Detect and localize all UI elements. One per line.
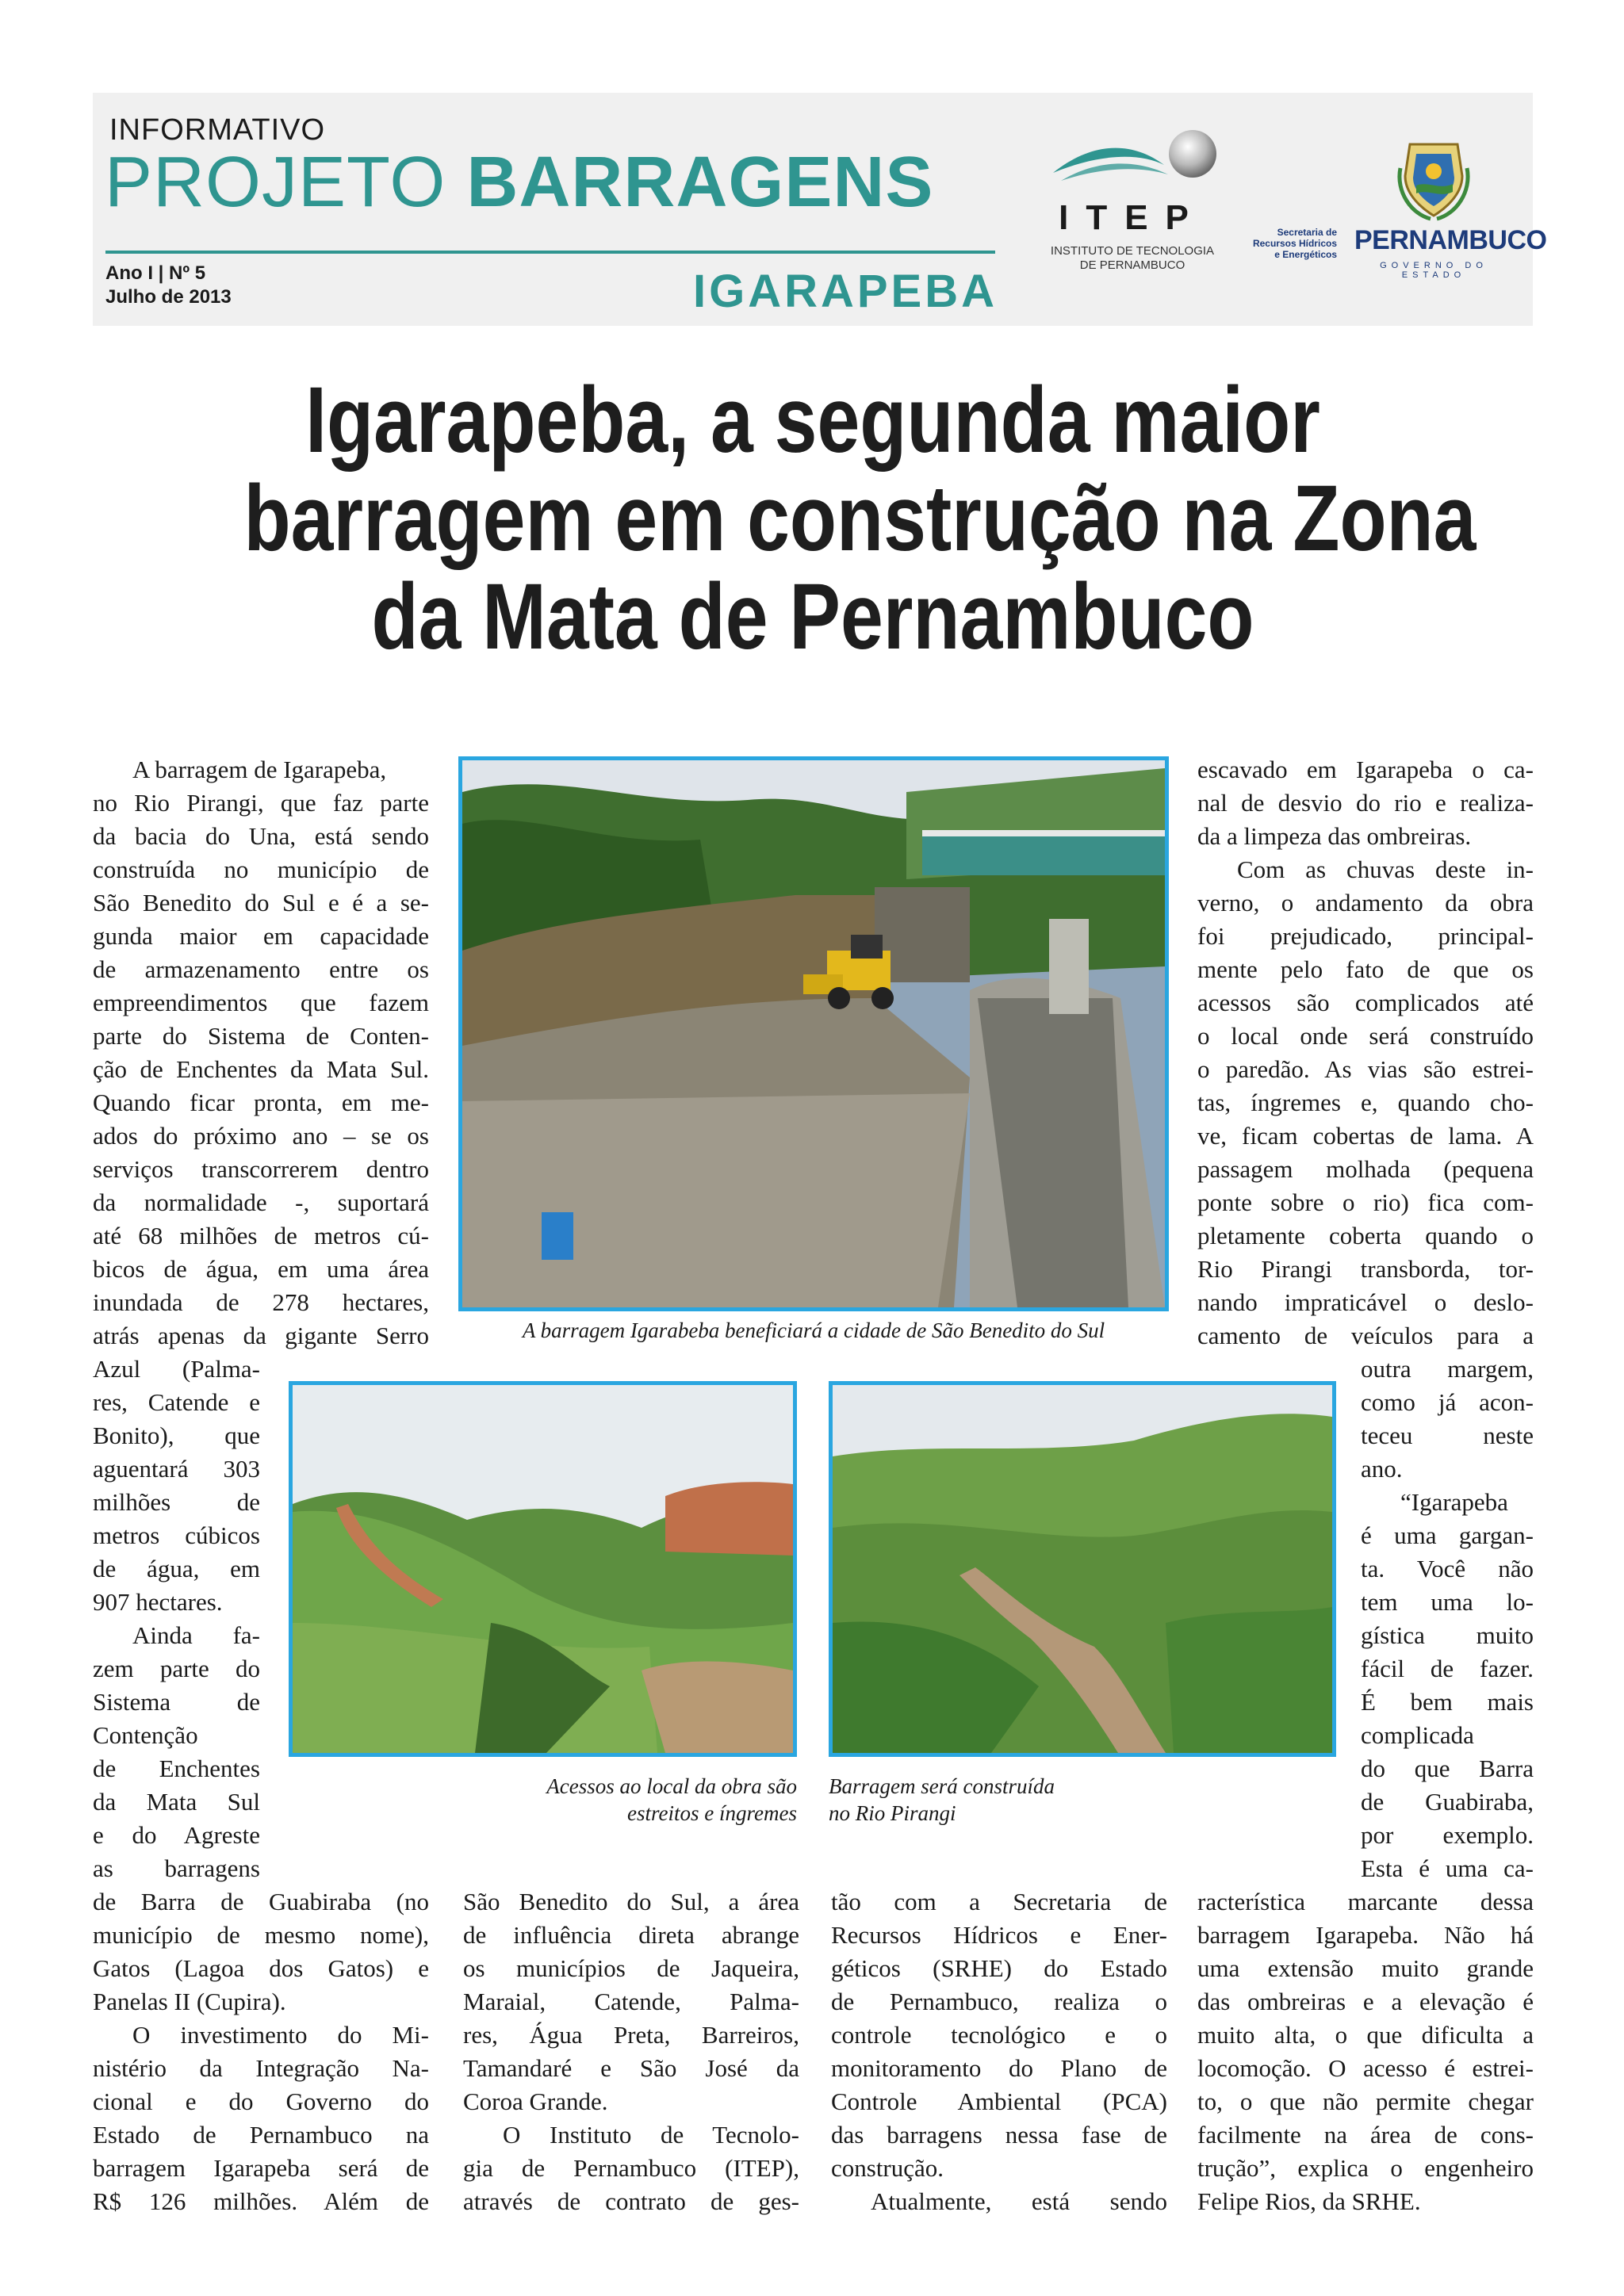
body-text-line: outra margem, — [1361, 1355, 1534, 1383]
body-text-line: parte do Sistema de Conten- — [93, 1022, 429, 1050]
issue-info — [105, 262, 232, 309]
body-text-line: Ainda fa- — [132, 1621, 260, 1649]
construction-photo-image — [462, 760, 1165, 1307]
body-text-line: Tamandaré e São José da — [463, 2054, 799, 2082]
body-text-line: Rio Pirangi transborda, tor- — [1197, 1255, 1534, 1283]
body-text-line: de Barra de Guabiraba (no — [93, 1888, 429, 1915]
body-text-line: do que Barra — [1361, 1755, 1534, 1782]
body-text-line: Gatos (Lagoa dos Gatos) e — [93, 1954, 429, 1982]
body-text-line: escavado em Igarapeba o ca- — [1197, 756, 1534, 783]
body-text-line: cional e do Governo do — [93, 2087, 429, 2115]
body-text-line: tão com a Secretaria de — [831, 1888, 1167, 1915]
body-text-line: gística muito — [1361, 1621, 1534, 1649]
body-text-line: fácil de fazer. — [1361, 1655, 1534, 1682]
body-text-line: acessos são complicados até — [1197, 989, 1534, 1016]
body-text-line: uma extensão muito grande — [1197, 1954, 1534, 1982]
photo-construction-site — [458, 756, 1169, 1311]
body-text-line: é uma gargan- — [1361, 1521, 1534, 1549]
body-text-line: passagem molhada (pequena — [1197, 1155, 1534, 1183]
body-text-line: facilmente na área de cons- — [1197, 2121, 1534, 2149]
body-text-line: Azul (Palma- — [93, 1355, 260, 1383]
body-text-line: das ombreiras e a elevação é — [1197, 1988, 1534, 2015]
masthead-subtitle: IGARAPEBA — [692, 266, 998, 317]
body-text-line: no Rio Pirangi, que faz parte — [93, 789, 429, 817]
body-text-line: nal de desvio do rio e realiza- — [1197, 789, 1534, 817]
body-text-line: por exemplo. — [1361, 1821, 1534, 1849]
body-text-line: barragem Igarapeba será de — [93, 2154, 429, 2182]
body-text-line: de armazenamento entre os — [93, 955, 429, 983]
body-text-line: as barragens — [93, 1854, 260, 1882]
body-text-line: racterística marcante dessa — [1197, 1888, 1534, 1915]
body-text-line: nistério da Integração Na- — [93, 2054, 429, 2082]
masthead-title-bold: BARRAGENS — [466, 143, 934, 222]
body-text-line: monitoramento do Plano de — [831, 2054, 1167, 2082]
body-text-line: Esta é uma ca- — [1361, 1854, 1534, 1882]
issue-number: Ano I | Nº 5 — [105, 262, 206, 284]
itep-logo — [1037, 125, 1228, 276]
body-text-line: ponte sobre o rio) fica com- — [1197, 1188, 1534, 1216]
body-text-line: os municípios de Jaqueira, — [463, 1954, 799, 1982]
body-text-line: de influência direta abrange — [463, 1921, 799, 1949]
body-text-line: O Instituto de Tecnolo- — [503, 2121, 799, 2149]
body-text-line: construída no município de — [93, 855, 429, 883]
itep-subtitle-line: INSTITUTO DE TECNOLOGIA — [1050, 244, 1215, 258]
srhe-line: Secretaria de — [1277, 227, 1337, 238]
body-text-line: construção. — [831, 2154, 944, 2182]
body-text-line: de Pernambuco, realiza o — [831, 1988, 1167, 2015]
body-text-line: gia de Pernambuco (ITEP), — [463, 2154, 799, 2182]
masthead-kicker: INFORMATIVO — [109, 113, 326, 147]
body-text-line: Recursos Hídricos e Ener- — [831, 1921, 1167, 1949]
pernambuco-logo — [1354, 136, 1547, 280]
body-text-line: até 68 milhões de metros cú- — [93, 1222, 429, 1249]
caption-line: estreitos e íngremes — [627, 1801, 797, 1825]
body-text-line: Coroa Grande. — [463, 2087, 608, 2115]
body-text-line: Contenção — [93, 1721, 198, 1749]
body-text-line: serviços transcorrerem dentro — [93, 1155, 429, 1183]
body-text-line: o local onde será construído — [1197, 1022, 1534, 1050]
pernambuco-wordmark: PERNAMBUCO — [1354, 225, 1547, 255]
caption-main: A barragem Igarabeba beneficiará a cidade de São Benedito do Sul — [522, 1318, 1105, 1342]
body-text-line: de Enchentes — [93, 1755, 260, 1782]
body-text-line: milhões de — [93, 1488, 260, 1516]
body-text-line: ados do próximo ano – se os — [93, 1122, 429, 1150]
caption-line: Barragem será construída — [829, 1774, 1055, 1798]
governo-label: GOVERNO DO ESTADO — [1380, 261, 1488, 280]
body-text-line: Controle Ambiental (PCA) — [831, 2087, 1167, 2115]
caption-right — [829, 1773, 1336, 1827]
body-text-line: teceu neste — [1361, 1422, 1534, 1449]
body-text-line: Felipe Rios, da SRHE. — [1197, 2187, 1421, 2215]
headline-line: barragem em construção na Zona — [243, 466, 1477, 571]
itep-wordmark: ITEP — [1059, 198, 1206, 237]
body-text-line: Com as chuvas deste in- — [1237, 855, 1534, 883]
headline-line: da Mata de Pernambuco — [371, 564, 1254, 669]
access-road-photo-image — [293, 1385, 793, 1753]
body-text-line: das barragens nessa fase de — [831, 2121, 1167, 2149]
body-text-line: da Mata Sul — [93, 1788, 260, 1816]
body-text-line: ano. — [1361, 1455, 1403, 1483]
itep-swoosh-icon — [1037, 125, 1228, 205]
body-text-line: Quando ficar pronta, em me- — [93, 1089, 429, 1116]
body-text-line: barragem Igarapeba. Não há — [1197, 1921, 1534, 1949]
body-text-line: locomoção. O acesso é estrei- — [1197, 2054, 1534, 2082]
body-text-line: complicada — [1361, 1721, 1474, 1749]
photo-river-valley — [829, 1381, 1336, 1757]
body-text-line: bicos de água, em uma área — [93, 1255, 429, 1283]
caption-line: Acessos ao local da obra são — [546, 1774, 797, 1798]
caption-left — [289, 1773, 797, 1827]
masthead-title — [105, 143, 933, 222]
body-text-line: Atualmente, está sendo — [871, 2187, 1167, 2215]
body-text-line: R$ 126 milhões. Além de — [93, 2187, 429, 2215]
body-text-line: da a limpeza das ombreiras. — [1197, 822, 1472, 850]
body-text-line: gunda maior em capacidade — [93, 922, 429, 950]
body-text-line: São Benedito do Sul e é a se- — [93, 889, 429, 916]
photo-access-road — [289, 1381, 797, 1757]
body-text-line: Bonito), que — [93, 1422, 260, 1449]
body-text-line: tem uma lo- — [1361, 1588, 1534, 1616]
river-valley-photo-image — [833, 1385, 1332, 1753]
body-text-line: o paredão. As vias são estrei- — [1197, 1055, 1534, 1083]
body-text-line: atrás apenas da gigante Serro — [93, 1322, 429, 1349]
srhe-line: Recursos Hídricos — [1252, 238, 1337, 249]
srhe-logo — [1242, 227, 1337, 260]
body-text-line: Panelas II (Cupira). — [93, 1988, 286, 2015]
body-text-line: É bem mais — [1361, 1688, 1534, 1716]
body-text-line: “Igarapeba — [1400, 1488, 1508, 1516]
body-text-line: como já acon- — [1361, 1388, 1534, 1416]
body-text-line: controle tecnológico e o — [831, 2021, 1167, 2049]
body-text-line: aguentará 303 — [93, 1455, 260, 1483]
body-text-line: e do Agreste — [93, 1821, 260, 1849]
headline — [243, 368, 1477, 669]
body-text-line: Estado de Pernambuco na — [93, 2121, 429, 2149]
body-text-line: da normalidade -, suportará — [93, 1188, 429, 1216]
itep-subtitle-line: DE PERNAMBUCO — [1079, 258, 1185, 272]
state-seal-icon — [1396, 136, 1472, 224]
body-text-line: 907 hectares. — [93, 1588, 223, 1616]
body-text-line: de água, em — [93, 1555, 260, 1582]
body-text-line: muito alta, o que dificulta a — [1197, 2021, 1534, 2049]
srhe-line: e Energéticos — [1274, 249, 1337, 260]
body-text-line: ção de Enchentes da Mata Sul. — [93, 1055, 429, 1083]
body-text-line: ta. Você não — [1361, 1555, 1534, 1582]
body-text-line: res, Catende e — [93, 1388, 260, 1416]
issue-date: Julho de 2013 — [105, 286, 232, 308]
body-text-line: de Guabiraba, — [1361, 1788, 1534, 1816]
body-text-line: mente pelo fato de que os — [1197, 955, 1534, 983]
body-text-line: tas, íngremes e, quando cho- — [1197, 1089, 1534, 1116]
masthead-title-light: PROJETO — [105, 143, 467, 222]
body-text-line: trução”, explica o engenheiro — [1197, 2154, 1534, 2182]
headline-line: Igarapeba, a segunda maior — [305, 368, 1320, 473]
body-text-line: zem parte do — [93, 1655, 260, 1682]
body-text-line: pletamente coberta quando o — [1197, 1222, 1534, 1249]
body-text-line: O investimento do Mi- — [132, 2021, 429, 2049]
itep-subtitle — [1037, 244, 1228, 273]
body-text-line: géticos (SRHE) do Estado — [831, 1954, 1167, 1982]
body-text-line: nando impraticável o deslo- — [1197, 1288, 1534, 1316]
body-text-line: verno, o andamento da obra — [1197, 889, 1534, 916]
body-text-line: ve, ficam cobertas de lama. A — [1197, 1122, 1534, 1150]
caption-line: no Rio Pirangi — [829, 1801, 956, 1825]
body-text-line: Sistema de — [93, 1688, 260, 1716]
body-text-line: res, Água Preta, Barreiros, — [463, 2021, 799, 2049]
body-text-line: São Benedito do Sul, a área — [463, 1888, 799, 1915]
body-text-line: através de contrato de ges- — [463, 2187, 799, 2215]
body-text-line: A barragem de Igarapeba, — [132, 756, 387, 783]
body-text-line: metros cúbicos — [93, 1521, 260, 1549]
body-text-line: empreendimentos que fazem — [93, 989, 429, 1016]
body-text-line: inundada de 278 hectares, — [93, 1288, 429, 1316]
body-text-line: da bacia do Una, está sendo — [93, 822, 429, 850]
body-text-line: to, o que não permite chegar — [1197, 2087, 1534, 2115]
body-text-line: Maraial, Catende, Palma- — [463, 1988, 799, 2015]
masthead-rule — [105, 251, 995, 254]
body-text-line: camento de veículos para a — [1197, 1322, 1534, 1349]
body-text-line: município de mesmo nome), — [93, 1921, 429, 1949]
body-text-line: foi prejudicado, principal- — [1197, 922, 1534, 950]
